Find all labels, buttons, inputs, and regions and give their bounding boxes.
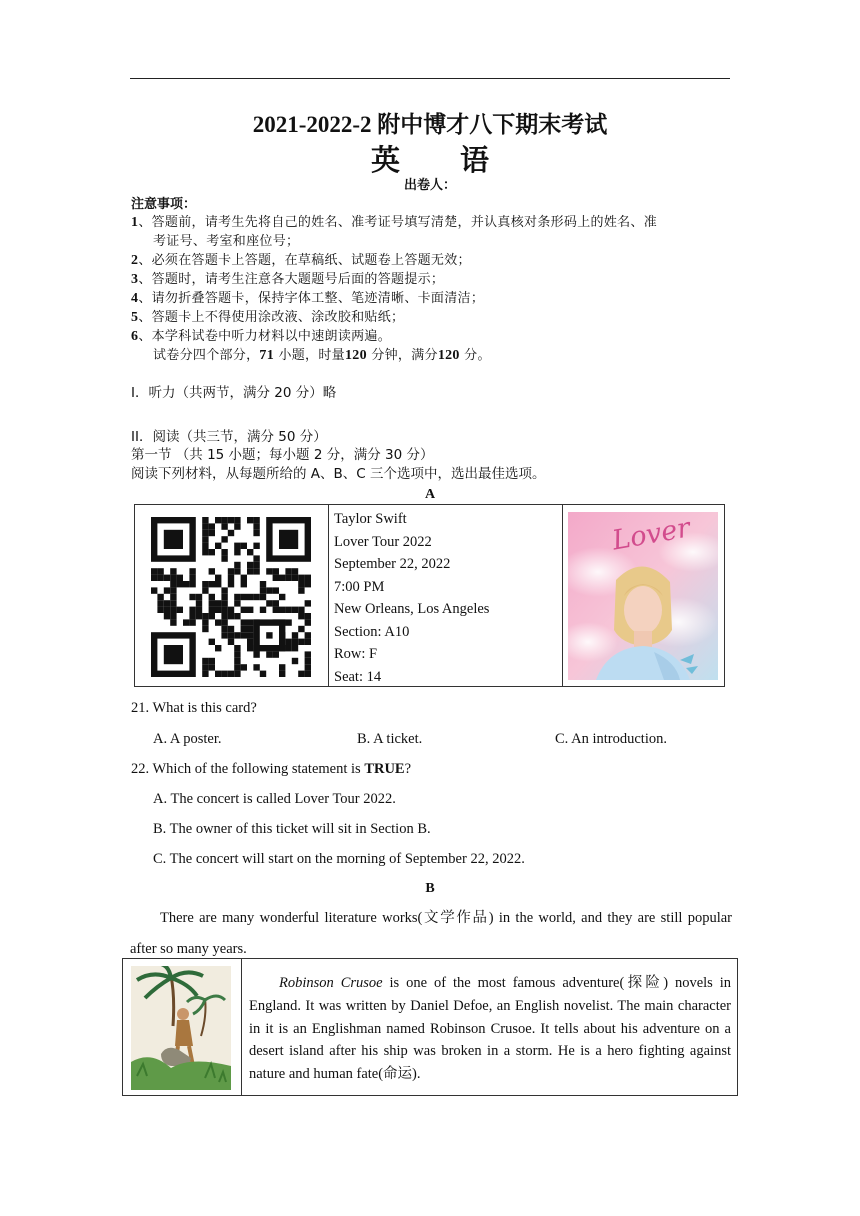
ticket-info-cell — [328, 505, 563, 686]
q21-option-c: C. An introduction. — [555, 731, 667, 747]
ticket-line: Taylor Swift — [334, 511, 407, 527]
notice-summary: 试卷分四个部分，71 小题，时量120 分钟，满分120 分。 — [153, 348, 491, 363]
section-listening: I．听力（共两节，满分 20 分）略 — [131, 385, 337, 401]
q21-option-a: A. A poster. — [153, 731, 222, 747]
notice-item-4: 4、请勿折叠答题卡，保持字体工整、笔迹清晰、卡面清洁； — [131, 291, 485, 306]
notice-item-5: 5、答题卡上不得使用涂改液、涂改胶和贴纸； — [131, 310, 405, 325]
book-title: Robinson Crusoe — [279, 975, 383, 991]
section-reading: II．阅读（共三节，满分 50 分） — [131, 429, 327, 445]
album-title-text: Lover — [609, 512, 693, 557]
section-instruction: 阅读下列材料，从每题所给的 A、B、C 三个选项中，选出最佳选项。 — [131, 466, 546, 482]
ticket-line: Lover Tour 2022 — [334, 533, 432, 550]
header-rule — [130, 78, 730, 79]
q21-option-b: B. A ticket. — [357, 731, 423, 747]
q21-stem: 21. What is this card? — [131, 700, 257, 716]
qr-code-cell — [135, 505, 329, 686]
notice-item-1-cont: 考证号、考室和座位号； — [153, 234, 300, 249]
notice-item-1: 1、答题前，请考生先将自己的姓名、准考证号填写清楚，并认真核对条形码上的姓名、准 — [131, 215, 658, 230]
q22-option-b: B. The owner of this ticket will sit in Section B. — [153, 821, 431, 837]
ticket-line: September 22, 2022 — [334, 556, 451, 572]
ticket-table — [134, 504, 725, 687]
book-text: is one of the most famous adventure(探险) novels in England. It was written by Daniel Defoe, an English novelist. The main character in it is an Englishman named Robinson Crusoe. It tells about his adventure on a desert island after his ship was broken in a storm. He is a hero fighting against nature and human fate(命运). — [249, 975, 731, 1083]
q22-stem: 22. Which of the following statement is TRUE? — [131, 761, 412, 777]
section-part1: 第一节 （共 15 小题；每小题 2 分，满分 30 分） — [131, 447, 434, 463]
subject-char-2: 语 — [460, 143, 490, 177]
q22-option-c: C. The concert will start on the morning of September 22, 2022. — [153, 851, 525, 867]
passage-b-intro: There are many wonderful literature works(文学作品) in the world, and they are still popular after so many years. — [130, 910, 732, 957]
ticket-line: 7:00 PM — [334, 578, 385, 595]
book-description — [249, 972, 731, 1086]
passage-b-label: B — [425, 881, 435, 896]
subject-char-1: 英 — [370, 143, 400, 177]
subject-heading — [130, 142, 730, 178]
notice-item-2: 2、必须在答题卡上答题，在草稿纸、试题卷上答题无效； — [131, 253, 471, 268]
notice-item-6: 6、本学科试卷中听力材料以中速朗读两遍。 — [131, 329, 392, 344]
ticket-line: Section: A10 — [334, 623, 410, 640]
ticket-line: Seat: 14 — [334, 668, 382, 685]
q22-option-a: A. The concert is called Lover Tour 2022. — [153, 791, 396, 807]
notice-item-3: 3、答题时，请考生注意各大题题号后面的答题提示； — [131, 272, 445, 287]
ticket-line: Row: F — [334, 646, 378, 662]
qr-code-icon — [151, 516, 311, 678]
ticket-line: New Orleans, Los Angeles — [334, 601, 490, 617]
robinson-crusoe-illustration — [131, 966, 231, 1090]
book-table — [122, 958, 738, 1096]
passage-a-label: A — [424, 487, 436, 502]
book-image-cell — [123, 959, 242, 1095]
notice-title: 注意事项： — [131, 197, 197, 212]
author-label: 出卷人： — [403, 178, 456, 193]
exam-title: 2021-2022-2 附中博才八下期末考试 — [252, 112, 608, 137]
